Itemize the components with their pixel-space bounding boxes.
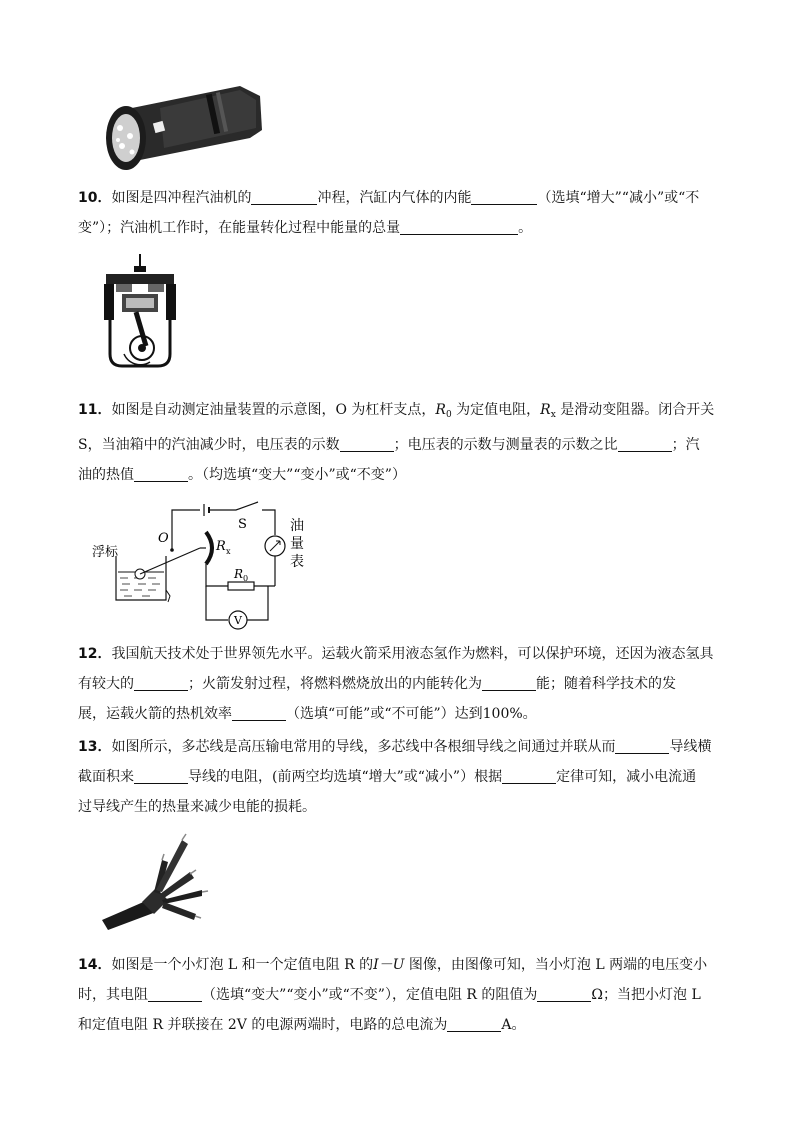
question-14 — [78, 950, 720, 1040]
rx-subscript: x — [550, 410, 556, 420]
question-text: 导线的电阻，(前两空均选填“增大”或“减小”）根据 — [188, 769, 503, 785]
answer-blank[interactable] — [251, 186, 317, 205]
question-text: 和定值电阻 R 并联接在 2V 的电源两端时，电路的总电流为 — [78, 1017, 448, 1033]
question-text: 为定值电阻， — [451, 402, 541, 418]
question-text: （选填“可能”或“不可能”）达到100%。 — [286, 706, 537, 722]
rx-label: R — [216, 539, 226, 554]
answer-blank[interactable] — [447, 1013, 501, 1032]
switch-s-label: S — [238, 517, 247, 532]
answer-blank[interactable] — [482, 672, 536, 691]
question-number: 12． — [78, 646, 112, 662]
question-text: 变”）；汽油机工作时，在能量转化过程中能量的总量 — [78, 220, 401, 236]
question-text: S，当油箱中的汽油减少时，电压表的示数 — [78, 437, 340, 453]
answer-blank[interactable] — [537, 983, 591, 1002]
question-text: 。（均选填“变大”“变小”或“不变”） — [188, 467, 406, 483]
answer-blank[interactable] — [502, 765, 556, 784]
question-text: 有较大的 — [78, 676, 134, 692]
answer-blank[interactable] — [615, 735, 669, 754]
answer-blank[interactable] — [232, 702, 286, 721]
r0-label: R — [234, 567, 244, 581]
rx-label-subscript: x — [226, 547, 231, 556]
fuel-gauge-circuit-diagram — [90, 498, 320, 633]
question-number: 14． — [78, 957, 112, 973]
flashlight-image — [100, 78, 270, 178]
question-text: A。 — [501, 1017, 526, 1033]
question-number: 11． — [78, 402, 112, 418]
rx-symbol: R — [540, 402, 551, 418]
question-text: 展，运载火箭的热机效率 — [78, 706, 232, 722]
answer-blank[interactable] — [340, 433, 394, 452]
question-text: 冲程，汽缸内气体的内能 — [317, 190, 472, 206]
meter-label-char-2: 量 — [290, 536, 304, 552]
answer-blank[interactable] — [400, 216, 518, 235]
question-text: 我国航天技术处于世界领先水平。运载火箭采用液态氢作为燃料，可以保护环境，还因为液态氢具 — [111, 646, 714, 662]
question-text: Ω；当把小灯泡 L — [591, 987, 701, 1003]
question-text: （选填“增大”“减小”或“不 — [537, 190, 700, 206]
question-text: 过导线产生的热量来减少电能的损耗。 — [78, 799, 316, 815]
question-text: 油的热值 — [78, 467, 134, 483]
meter-label-char-1: 油 — [290, 518, 304, 534]
iu-symbol: I－U — [373, 957, 405, 973]
question-10 — [78, 183, 720, 243]
float-label: 浮标 — [92, 545, 119, 560]
question-text: 如图是一个小灯泡 L 和一个定值电阻 R 的 — [111, 957, 374, 973]
question-text: （选填“变大”“变小”或“不变”），定值电阻 R 的阻值为 — [202, 987, 538, 1003]
question-text: 如图是自动测定油量装置的示意图，O 为杠杆支点， — [111, 402, 436, 418]
multicore-cable-image — [98, 830, 218, 935]
question-text: 图像，由图像可知，当小灯泡 L 两端的电压变小 — [404, 957, 708, 973]
question-number: 10． — [78, 190, 112, 206]
answer-blank[interactable] — [134, 765, 188, 784]
question-text: ；电压表的示数与测量表的示数之比 — [393, 437, 618, 453]
question-text: 是滑动变阻器。闭合开关 — [555, 402, 715, 418]
question-11 — [78, 395, 720, 490]
answer-blank[interactable] — [134, 463, 188, 482]
voltmeter-label: V — [234, 614, 242, 627]
question-text: ；火箭发射过程，将燃料燃烧放出的内能转化为 — [188, 676, 482, 692]
meter-label-char-3: 表 — [290, 554, 304, 570]
question-12 — [78, 639, 720, 729]
r0-symbol: R — [435, 402, 446, 418]
question-text: 如图所示，多芯线是高压输电常用的导线，多芯线中各根细导线之间通过并联从而 — [111, 739, 616, 755]
answer-blank[interactable] — [134, 672, 188, 691]
question-text: 导线横 — [669, 739, 712, 755]
question-text: 时，其电阻 — [78, 987, 148, 1003]
answer-blank[interactable] — [471, 186, 537, 205]
answer-blank[interactable] — [618, 433, 672, 452]
question-13 — [78, 732, 720, 822]
question-text: 如图是四冲程汽油机的 — [111, 190, 252, 206]
question-number: 13． — [78, 739, 112, 755]
question-text: ；汽 — [671, 437, 700, 453]
question-text: 。 — [518, 220, 533, 236]
question-text: 定律可知，减小电流通 — [556, 769, 697, 785]
engine-diagram — [100, 250, 180, 370]
r0-subscript: 0 — [445, 410, 452, 420]
question-text: 截面积来 — [78, 769, 134, 785]
pivot-o-label: O — [158, 531, 169, 546]
question-text: 能；随着科学技术的发 — [536, 676, 676, 692]
answer-blank[interactable] — [148, 983, 202, 1002]
r0-label-subscript: 0 — [243, 574, 249, 583]
